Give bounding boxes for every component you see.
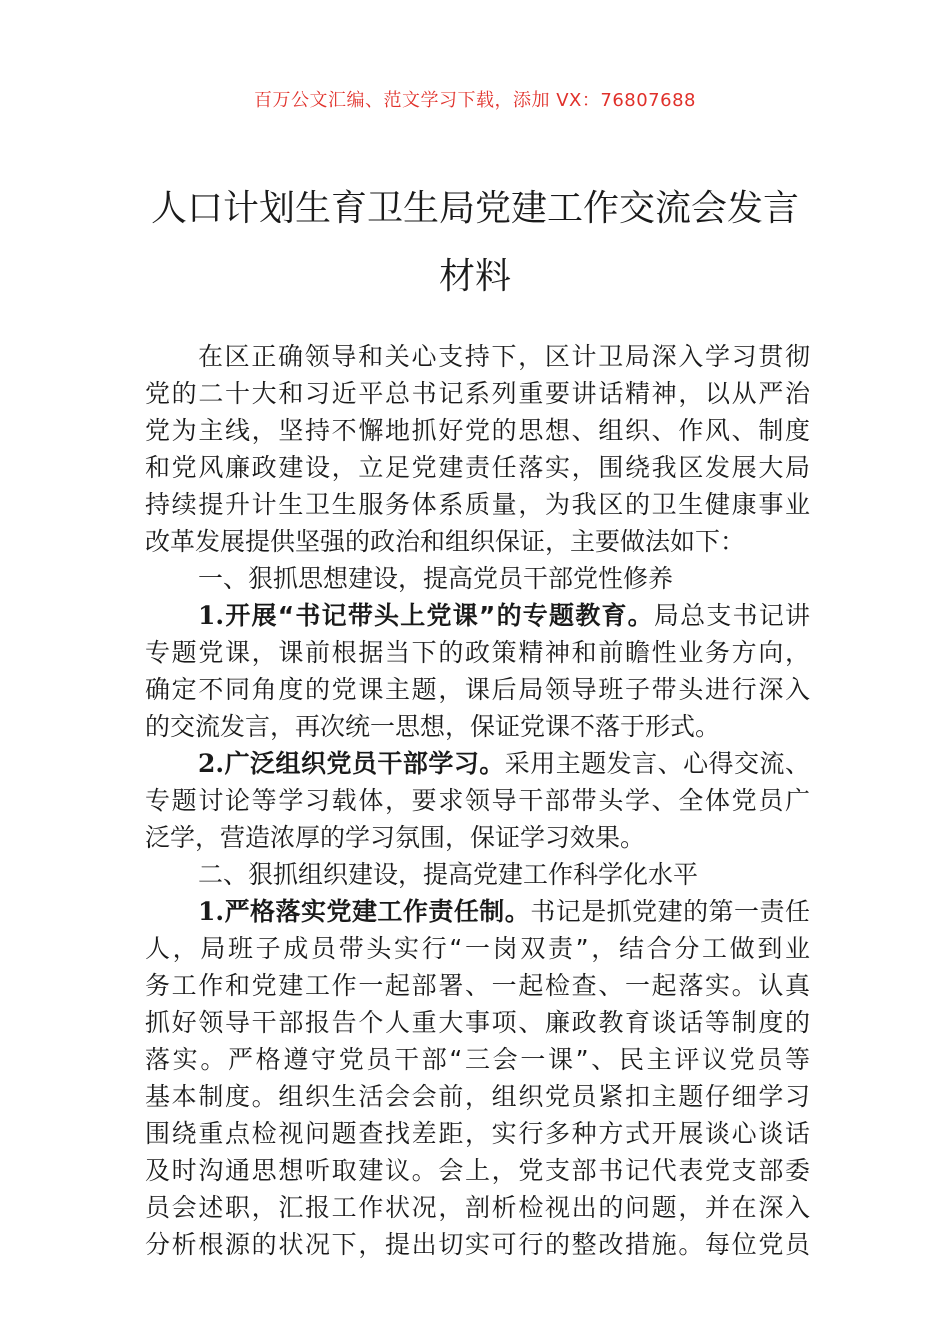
item-line: 基本制度。组织生活会会前，组织党员紧扣主题仔细学习 bbox=[145, 1082, 810, 1111]
item-number: 1. bbox=[198, 897, 225, 926]
header-notice: 百万公文汇编、范文学习下载，添加 VX：76807688 bbox=[254, 90, 696, 111]
item-heading: 广泛组织党员干部学习。 bbox=[224, 749, 505, 778]
item-first-line bbox=[145, 893, 810, 930]
item-line: 确定不同角度的党课主题，课后局领导班子带头进行深入 bbox=[145, 675, 810, 704]
item-text: 书记是抓党建的第一责任 bbox=[530, 897, 810, 926]
item-line: 专题讨论等学习载体，要求领导干部带头学、全体党员广 bbox=[145, 786, 810, 815]
item-line: 分析根源的状况下，提出切实可行的整改措施。每位党员 bbox=[145, 1230, 810, 1259]
item-line: 专题党课，课前根据当下的政策精神和前瞻性业务方向， bbox=[145, 638, 810, 667]
document-title-line1: 人口计划生育卫生局党建工作交流会发言 bbox=[150, 188, 799, 229]
item-text: 局总支书记讲 bbox=[653, 601, 810, 630]
item-first-line bbox=[145, 597, 810, 634]
intro-line: 持续提升计生卫生服务体系质量，为我区的卫生健康事业 bbox=[145, 490, 810, 519]
item-text: 采用主题发言、心得交流、 bbox=[504, 749, 810, 778]
item-heading: 开展“书记带头上党课”的专题教育。 bbox=[224, 601, 654, 630]
item-heading: 严格落实党建工作责任制。 bbox=[224, 897, 531, 926]
item-line: 人，局班子成员带头实行“一岗双责”，结合分工做到业 bbox=[145, 934, 810, 963]
section-heading-2: 二、狠抓组织建设，提高党建工作科学化水平 bbox=[198, 860, 699, 889]
item-line: 员会述职，汇报工作状况，剖析检视出的问题，并在深入 bbox=[145, 1193, 810, 1222]
intro-line: 党为主线，坚持不懈地抓好党的思想、组织、作风、制度 bbox=[145, 416, 810, 445]
intro-line: 在区正确领导和关心支持下，区计卫局深入学习贯彻 bbox=[198, 342, 810, 371]
section-heading-1: 一、狠抓思想建设，提高党员干部党性修养 bbox=[198, 564, 674, 593]
item-line: 围绕重点检视问题查找差距，实行多种方式开展谈心谈话 bbox=[145, 1119, 810, 1148]
item-line: 的交流发言，再次统一思想，保证党课不落于形式。 bbox=[145, 712, 721, 741]
item-line: 务工作和党建工作一起部署、一起检查、一起落实。认真 bbox=[145, 971, 810, 1000]
item-line: 泛学，营造浓厚的学习氛围，保证学习效果。 bbox=[145, 823, 646, 852]
item-line: 及时沟通思想听取建议。会上，党支部书记代表党支部委 bbox=[145, 1156, 810, 1185]
document-body bbox=[145, 338, 810, 1263]
item-number: 2. bbox=[198, 749, 225, 778]
item-line: 抓好领导干部报告个人重大事项、廉政教育谈话等制度的 bbox=[145, 1008, 810, 1037]
item-line: 落实。严格遵守党员干部“三会一课”、民主评议党员等 bbox=[145, 1045, 810, 1074]
intro-line: 和党风廉政建设，立足党建责任落实，围绕我区发展大局 bbox=[145, 453, 810, 482]
intro-line: 改革发展提供坚强的政治和组织保证，主要做法如下： bbox=[145, 527, 746, 556]
item-number: 1. bbox=[198, 601, 225, 630]
item-first-line bbox=[145, 745, 810, 782]
document-title-line2: 材料 bbox=[438, 256, 511, 297]
intro-line: 党的二十大和习近平总书记系列重要讲话精神，以从严治 bbox=[145, 379, 810, 408]
